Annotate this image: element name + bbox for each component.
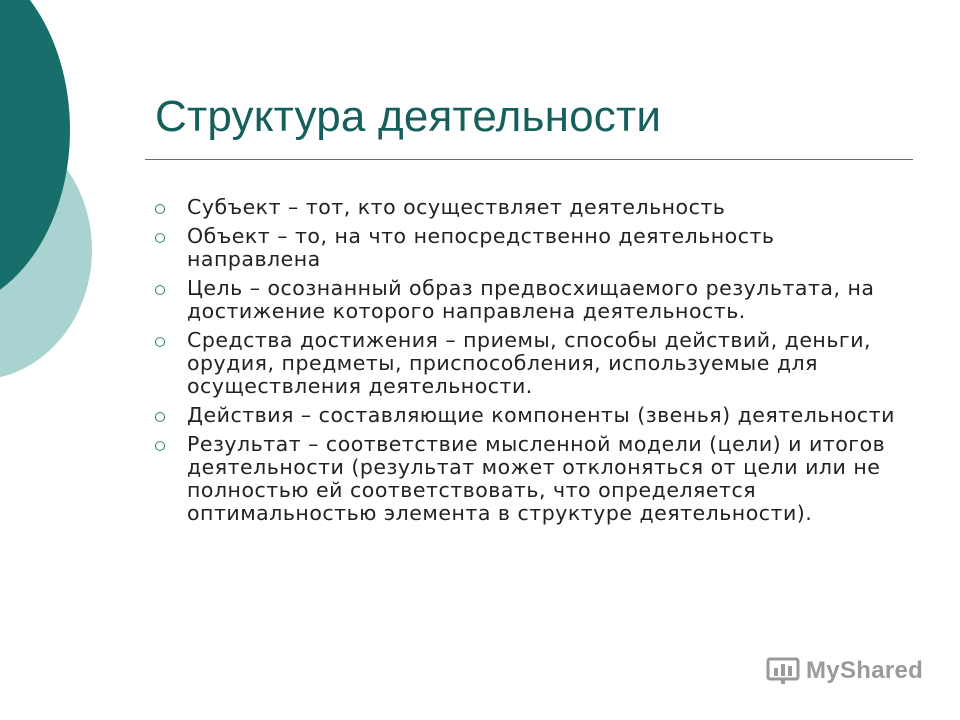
circle-bullet-icon	[155, 204, 165, 214]
bullet-text: Средства достижения – приемы, способы действий, деньги, орудия, предметы, приспособления, используемые для осуществления деятельности.	[187, 328, 872, 398]
bullet-item	[155, 404, 915, 427]
watermark-text: MyShared	[806, 657, 924, 684]
bullet-text: Субъект – тот, кто осуществляет деятельность	[187, 195, 726, 219]
bullet-item	[155, 433, 915, 525]
bullet-item	[155, 329, 915, 398]
bullet-text: Цель – осознанный образ предвосхищаемого результата, на достижение которого направлена деятельность.	[187, 276, 875, 323]
circle-bullet-icon	[155, 412, 165, 422]
bullet-text: Объект – то, на что непосредственно деятельность направлена	[187, 224, 775, 271]
bullet-text: Действия – составляющие компоненты (звенья) деятельности	[187, 403, 895, 427]
bullet-item	[155, 225, 915, 271]
bullet-item	[155, 277, 915, 323]
circle-bullet-icon	[155, 337, 165, 347]
circle-bullet-icon	[155, 233, 165, 243]
bullet-list	[155, 196, 915, 531]
watermark[interactable]	[766, 656, 923, 686]
bullet-text: Результат – соответствие мысленной модели (цели) и итогов деятельности (результат может отклоняться от цели или не полностью ей соответствовать, что определяется оптимальностью элемента в структуре деятельности).	[187, 432, 886, 525]
slide-title: Структура деятельности	[155, 92, 662, 141]
title-divider	[145, 159, 913, 160]
circle-bullet-icon	[155, 441, 165, 451]
bullet-item	[155, 196, 915, 219]
circle-bullet-icon	[155, 285, 165, 295]
presentation-screen-icon	[766, 656, 800, 686]
